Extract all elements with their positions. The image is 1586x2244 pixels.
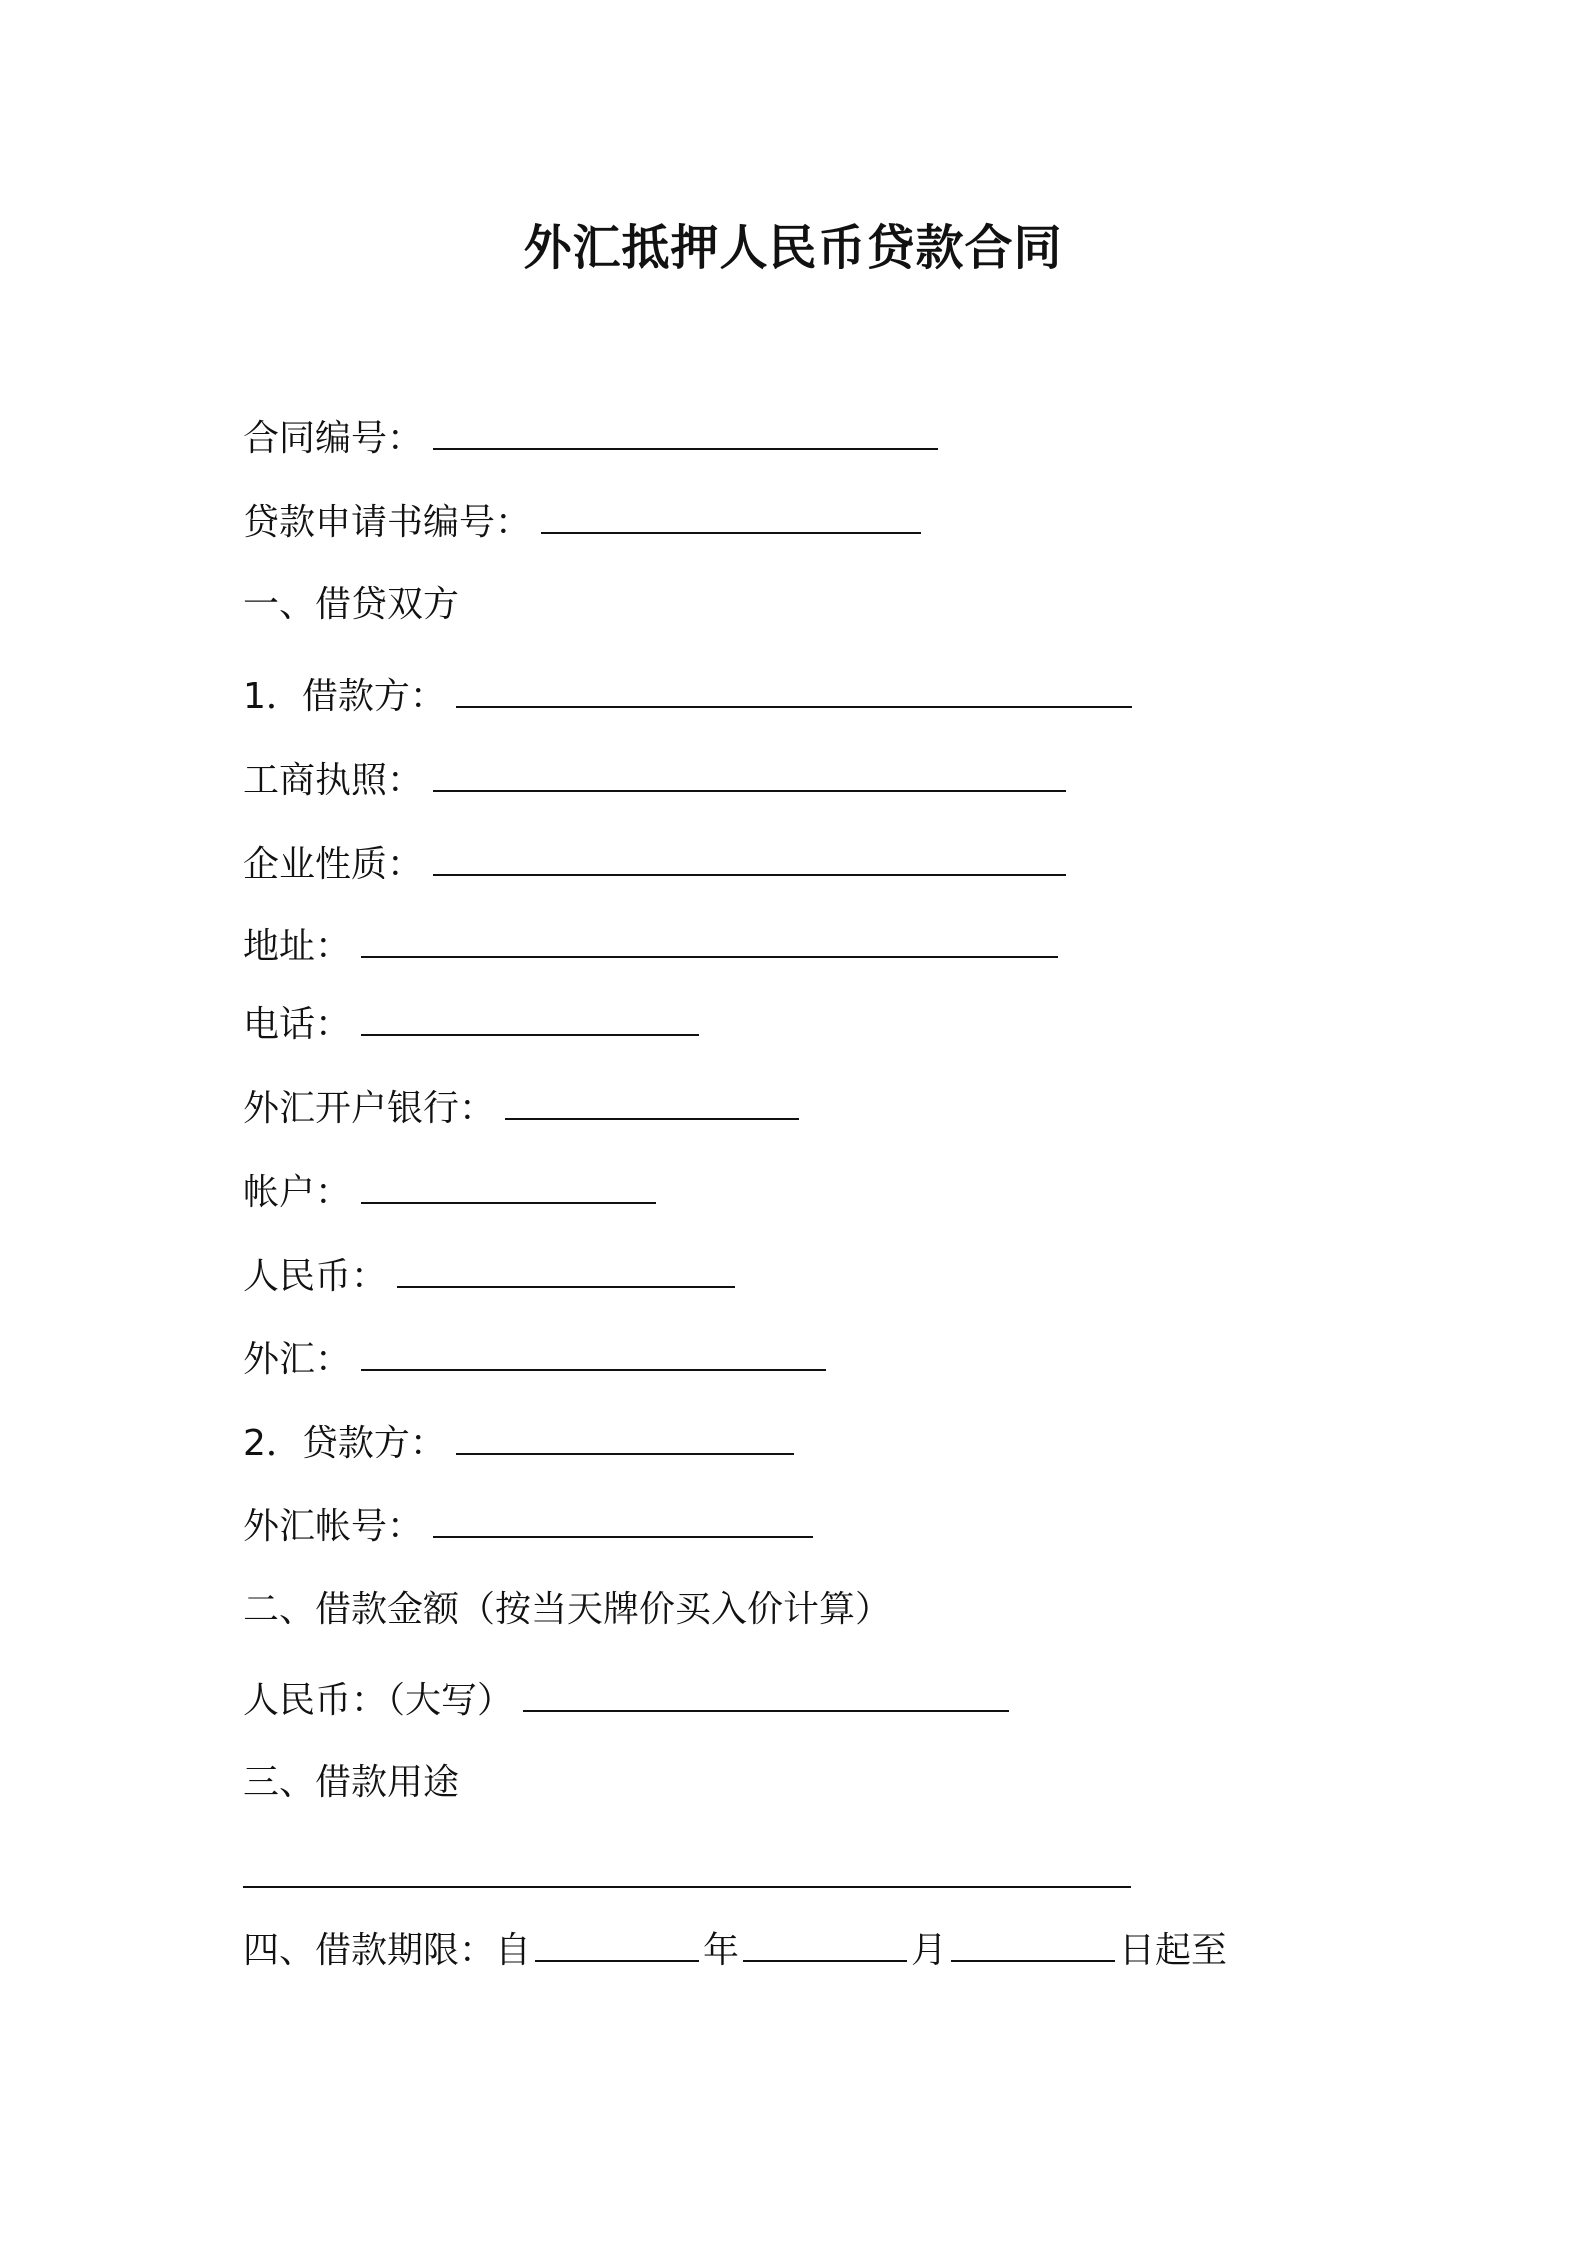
year-label: 年: [703, 1930, 740, 1971]
account-blank[interactable]: [361, 1168, 656, 1204]
fx-account-number-line: [243, 1502, 813, 1551]
rmb-capital-blank[interactable]: [523, 1676, 1009, 1712]
start-day-blank[interactable]: [951, 1926, 1115, 1962]
rmb-label: 人民币：: [243, 1256, 388, 1297]
enterprise-nature-line: [243, 840, 1066, 889]
borrower-line: [243, 672, 1132, 721]
contract-number-blank[interactable]: [433, 414, 938, 450]
fx-bank-blank[interactable]: [505, 1084, 799, 1120]
loan-purpose-blank[interactable]: [243, 1886, 1131, 1888]
address-blank[interactable]: [361, 922, 1058, 958]
business-license-label: 工商执照：: [243, 760, 424, 801]
section-3-heading: 三、借款用途: [243, 1762, 460, 1803]
account-label: 帐户：: [243, 1172, 352, 1213]
phone-label: 电话：: [243, 1004, 352, 1045]
start-year-blank[interactable]: [535, 1926, 699, 1962]
section-4-prefix: 四、借款期限：自: [243, 1930, 532, 1971]
application-number-blank[interactable]: [541, 498, 921, 534]
borrower-label: 1．借款方：: [243, 676, 446, 717]
contract-number-line: [243, 414, 938, 463]
fx-label: 外汇：: [243, 1339, 352, 1380]
rmb-blank[interactable]: [397, 1252, 735, 1288]
contract-number-label: 合同编号：: [243, 418, 424, 459]
application-number-label: 贷款申请书编号：: [243, 502, 532, 543]
fx-account-number-blank[interactable]: [433, 1502, 813, 1538]
document-title: 外汇抵押人民币贷款合同: [523, 220, 1063, 276]
section-2-heading: 二、借款金额（按当天牌价买入价计算）: [243, 1589, 892, 1630]
fx-account-number-label: 外汇帐号：: [243, 1506, 424, 1547]
application-number-line: [243, 498, 921, 547]
enterprise-nature-label: 企业性质：: [243, 844, 424, 885]
account-line: [243, 1168, 656, 1217]
rmb-capital-label: 人民币：（大写）: [243, 1680, 514, 1721]
start-month-blank[interactable]: [743, 1926, 907, 1962]
fx-line: [243, 1335, 826, 1384]
day-to-label: 日起至: [1119, 1930, 1228, 1971]
phone-line: [243, 1000, 699, 1049]
enterprise-nature-blank[interactable]: [433, 840, 1066, 876]
business-license-blank[interactable]: [433, 756, 1066, 792]
rmb-capital-line: [243, 1676, 1009, 1725]
month-label: 月: [911, 1930, 948, 1971]
fx-bank-label: 外汇开户银行：: [243, 1088, 496, 1129]
lender-blank[interactable]: [456, 1419, 794, 1455]
business-license-line: [243, 756, 1066, 805]
section-1-heading: 一、借贷双方: [243, 584, 460, 625]
phone-blank[interactable]: [361, 1000, 699, 1036]
address-label: 地址：: [243, 926, 352, 967]
lender-label: 2．贷款方：: [243, 1423, 446, 1464]
address-line: [243, 922, 1058, 971]
fx-bank-line: [243, 1084, 799, 1133]
borrower-blank[interactable]: [456, 672, 1132, 708]
fx-blank[interactable]: [361, 1335, 826, 1371]
rmb-line: [243, 1252, 735, 1301]
section-4-line: [243, 1926, 1227, 1975]
lender-line: [243, 1419, 794, 1468]
